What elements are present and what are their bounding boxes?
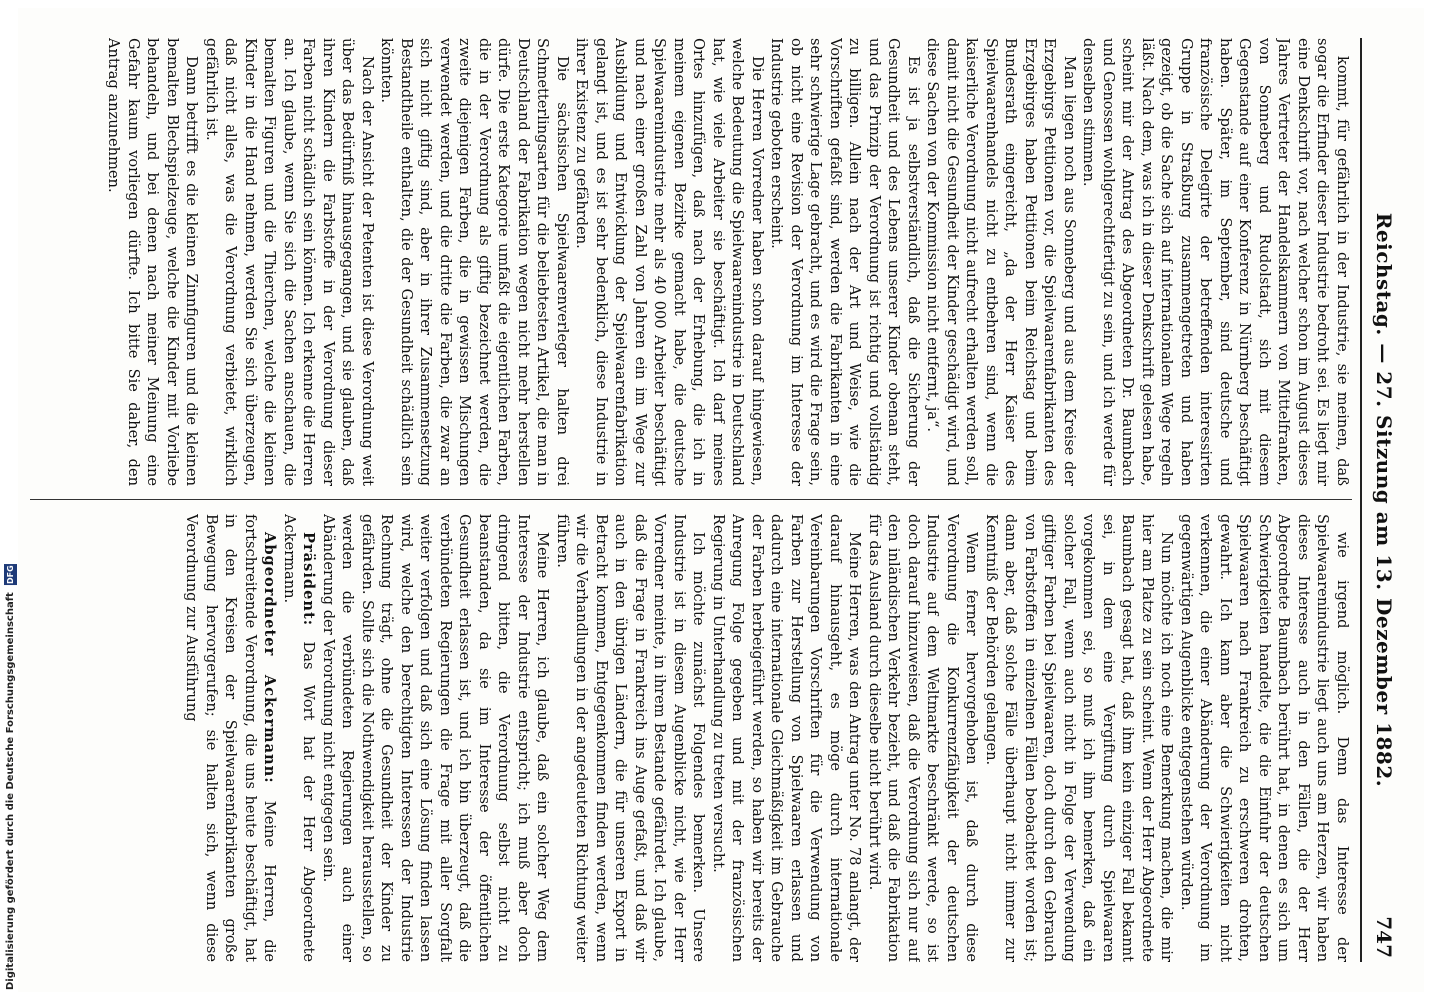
page-header	[1360, 38, 1402, 962]
paragraph: Die Herren Vorredner haben schon darauf hingewiesen, welche Bedeutung die Spielwaarenindustrie in Deutschland hat, wie viele Arbeiter sie beschäftigt. Ich darf meines Ortes hinzufügen, daß nach der Erhebung, die ich in meinem eigenen Bezirke gemacht habe, die deutsche Spielwaarenindustrie mehr als 40 000 Arbeiter beschäftigt und nach einer großen Zahl von Jahren ein im Wege zur Ausbildung und Entwicklung der Spielwaarenfabrikation gelangt ist, und es ist sehr bedenklich, diese Industrie in ihrer Existenz zu gefährden.	[573, 38, 766, 486]
speech-paragraph	[182, 514, 280, 962]
page-number: 747	[1372, 916, 1396, 958]
running-title: Reichstag. — 27. Sitzung am 13. Dezember 1882.	[1372, 212, 1396, 788]
right-column	[30, 514, 1352, 962]
paragraph: Dann betrifft es die kleinen Zinnfiguren und die kleinen bemalten Blechspielzeuge, welche die Kinder mit Vorliebe behandeln, und bei denen nach meiner Meinung eine Gefahr kaum vorliegen dürfte. Ich bitte Sie daher, den Antrag anzunehmen.	[105, 38, 201, 486]
paragraph: Ich möchte zunächst Folgendes bemerken. Unsere Industrie ist in diesem Augenblicke nicht, wie der Herr Vorredner meinte, in ihrem Bestande gefährdet. Ich glaube, daß die Frage in Frankreich ins Auge gefaßt, und daß wir auch in den übrigen Ländern, die für unseren Export in Betracht kommen, Entgegenkommen finden werden, wenn wir die Verhandlungen in der angedeuteten Richtung weiter führen.	[554, 514, 708, 962]
speech-text: Das Wort hat der Herr Abgeordnete Ackermann.	[281, 514, 318, 962]
credit-text: Digitalisierung gefördert durch die Deutsche Forschungsgemeinschaft	[5, 592, 16, 990]
paragraph: Es ist ja selbstverständlich, daß die Sicherung der Gesundheit und des Lebens unserer Kinder obenan steht, und das Prinzip der Verordnung ist richtig und vollständig zu billigen. Allein nach der Art und Weise, wie die Vorschriften gefaßt sind, werden die Fabrikanten in eine sehr schwierige Lage gebracht, und es wird die Frage sein, ob nicht eine Revision der Verordnung im Interesse der Industrie geboten erscheint.	[768, 38, 922, 486]
paragraph: Die sächsischen Spielwaarenverleger halten drei Schmetterlingsarten für die beliebtesten Artikel, die man in Deutschland der Fabrikation wegen nicht mehr herstellen dürfe. Die erste Kategorie umfaßt die eigentlichen Farben, die in der Verordnung als giftig bezeichnet werden, die zweite diejenigen Farben, die in gewissen Mischungen verwendet werden, und die dritte die Farben, die zwar an sich nicht giftig sind, aber in ihrer Zusammensetzung Bestandtheile enthalten, die der Gesundheit schädlich sein könnten.	[378, 38, 571, 486]
digitization-credit	[4, 564, 17, 990]
left-column	[30, 38, 1352, 486]
paragraph: Nun möchte ich noch eine Bemerkung machen, die mir hier am Platze zu sein scheint. Wenn der Herr Abgeordnete Baumbach gesagt hat, daß ihm kein einziger Fall bekannt sei, in dem eine Vergiftung durch Spielwaaren vorgekommen sei, so muß ich ihm bemerken, daß ein solcher Fall, wenn auch nicht in Folge der Verwendung giftiger Farben bei Spielwaaren, doch durch den Gebrauch von Farbstoffen in einzelnen Fällen beobachtet worden ist; dann aber, daß solche Fälle überhaupt nicht immer zur Kenntniß der Behörden gelangen.	[983, 514, 1176, 962]
credit-strip	[0, 0, 18, 1000]
paragraph: Man liegen noch aus Sonneberg und aus dem Kreise der Erzgebirgs Petitionen vor, die Spielwaarenfabrikanten des Erzgebirges haben Petitionen beim Reichstag und beim Bundesrath eingereicht, „da der Herr Kaiser des Spielwaarenhandels nicht zu entbehren sind, wenn die kaiserliche Verordnung nicht aufrecht erhalten werden soll, damit nicht die Gesundheit der Kinder geschädigt wird, und diese Sachen von der Kommission nicht entfernt, ja“.	[924, 38, 1078, 486]
paragraph: wie irgend möglich. Denn das Interesse der Spielwaarenindustrie liegt auch uns am Herzen, wir haben dieses Interesse auch in den Fällen, die der Herr Abgeordnete Baumbach berührt hat, in denen es sich um Schwierigkeiten handelte, die die Einfuhr der deutschen Spielwaaren nach Frankreich zu erschweren drohten, gewahrt. Ich kann aber die Schwierigkeiten nicht verkennen, die einer Abänderung der Verordnung im gegenwärtigen Augenblicke entgegenstehen würden.	[1178, 514, 1351, 962]
paragraph: Meine Herren, was den Antrag unter No. 78 anlangt, der darauf hinausgeht, es möge durch internationale Vereinbarungen Vorschriften für die Verwendung von Farben zur Herstellung von Spielwaaren erlassen und dadurch eine internationale Gleichmäßigkeit im Gebrauche der Farben herbeigeführt werden, so haben wir bereits der Anregung Folge gegeben und mit der französischen Regierung in Unterhandlung zu treten versucht.	[710, 514, 864, 962]
paragraph: Nach der Ansicht der Petenten ist diese Verordnung weit über das Bedürfniß hinausgegangen, und sie glauben, daß ihren Kindern die Farbstoffe in der Verordnung dieser Farben nicht schädlich sein können. Ich erkenne die Herren an. Ich glaube, wenn Sie sich die Sachen anschauen, die bemalten Figuren und die Thierchen, welche die kleinen Kinder in die Hand nehmen, werden Sie sich überzeugen, daß nicht alles, was die Verordnung verbietet, wirklich gefährlich ist.	[203, 38, 376, 486]
text-columns	[30, 38, 1352, 962]
paragraph: kommt, für gefährlich in der Industrie, sie meinen, daß sogar die Erfinder dieser Industrie bedroht sei. Es liegt mir eine Denkschrift vor, nach welcher schon im August dieses Jahres Vertreter der Handelskammern von Mittelfranken, von Sonneberg und Rudolstadt, sich mit diesem Gegenstande auf einer Konferenz in Nürnberg beschäftigt haben. Später, im September, sind deutsche und französische Delegirte der betreffenden interessirten Gruppe in Straßburg zusammengetreten und haben gezeigt, ob die Sache sich auf internationalem Wege regeln läßt. Nach dem, was ich in dieser Denkschrift gelesen habe, scheint mir der Antrag des Abgeordneten Dr. Baumbach und Genossen wohlgerechtfertigt zu sein, und ich werde für denselben stimmen.	[1080, 38, 1351, 486]
scanned-page	[8, 8, 1424, 992]
speaker-name: Abgeordneter Ackermann:	[261, 532, 279, 784]
paragraph: Meine Herren, ich glaube, daß ein solcher Weg dem Interesse der Industrie entspricht; ich muß aber doch dringend bitten, die Verordnung selbst nicht zu beanstanden, da sie im Interesse der öffentlichen Gesundheit erlassen ist, und ich bin überzeugt, daß die verbündeten Regierungen die Frage mit aller Sorgfalt weiter verfolgen und daß sich eine Lösung finden lassen wird, welche den berechtigten Interessen der Industrie Rechnung trägt, ohne die Gesundheit der Kinder zu gefährden. Sollte sich die Nothwendigkeit herausstellen, so werden die verbündeten Regierungen auch einer Abänderung der Verordnung nicht entgegen sein.	[320, 514, 552, 962]
speech-text: Meine Herren, die fortschreitende Verordnung, die uns heute beschäftigt, hat in den Kreisen der Spielwaarenfabrikanten große Bewegung hervorgerufen; sie halten sich, wenn diese Verordnung zur Ausführung	[183, 514, 279, 962]
column-divider	[30, 499, 1352, 500]
speech-paragraph	[280, 514, 319, 962]
paragraph: Wenn ferner hervorgehoben ist, daß durch diese Verordnung die Konkurrenzfähigkeit der deutschen Industrie auf dem Weltmarkte beschränkt werde, so ist doch darauf hinzuweisen, daß die Verordnung sich nur auf den inländischen Verkehr bezieht, und daß die Fabrikation für das Ausland durch dieselbe nicht berührt wird.	[866, 514, 981, 962]
speaker-name: Präsident:	[300, 532, 318, 627]
dfg-logo-icon: DFG	[6, 564, 15, 584]
